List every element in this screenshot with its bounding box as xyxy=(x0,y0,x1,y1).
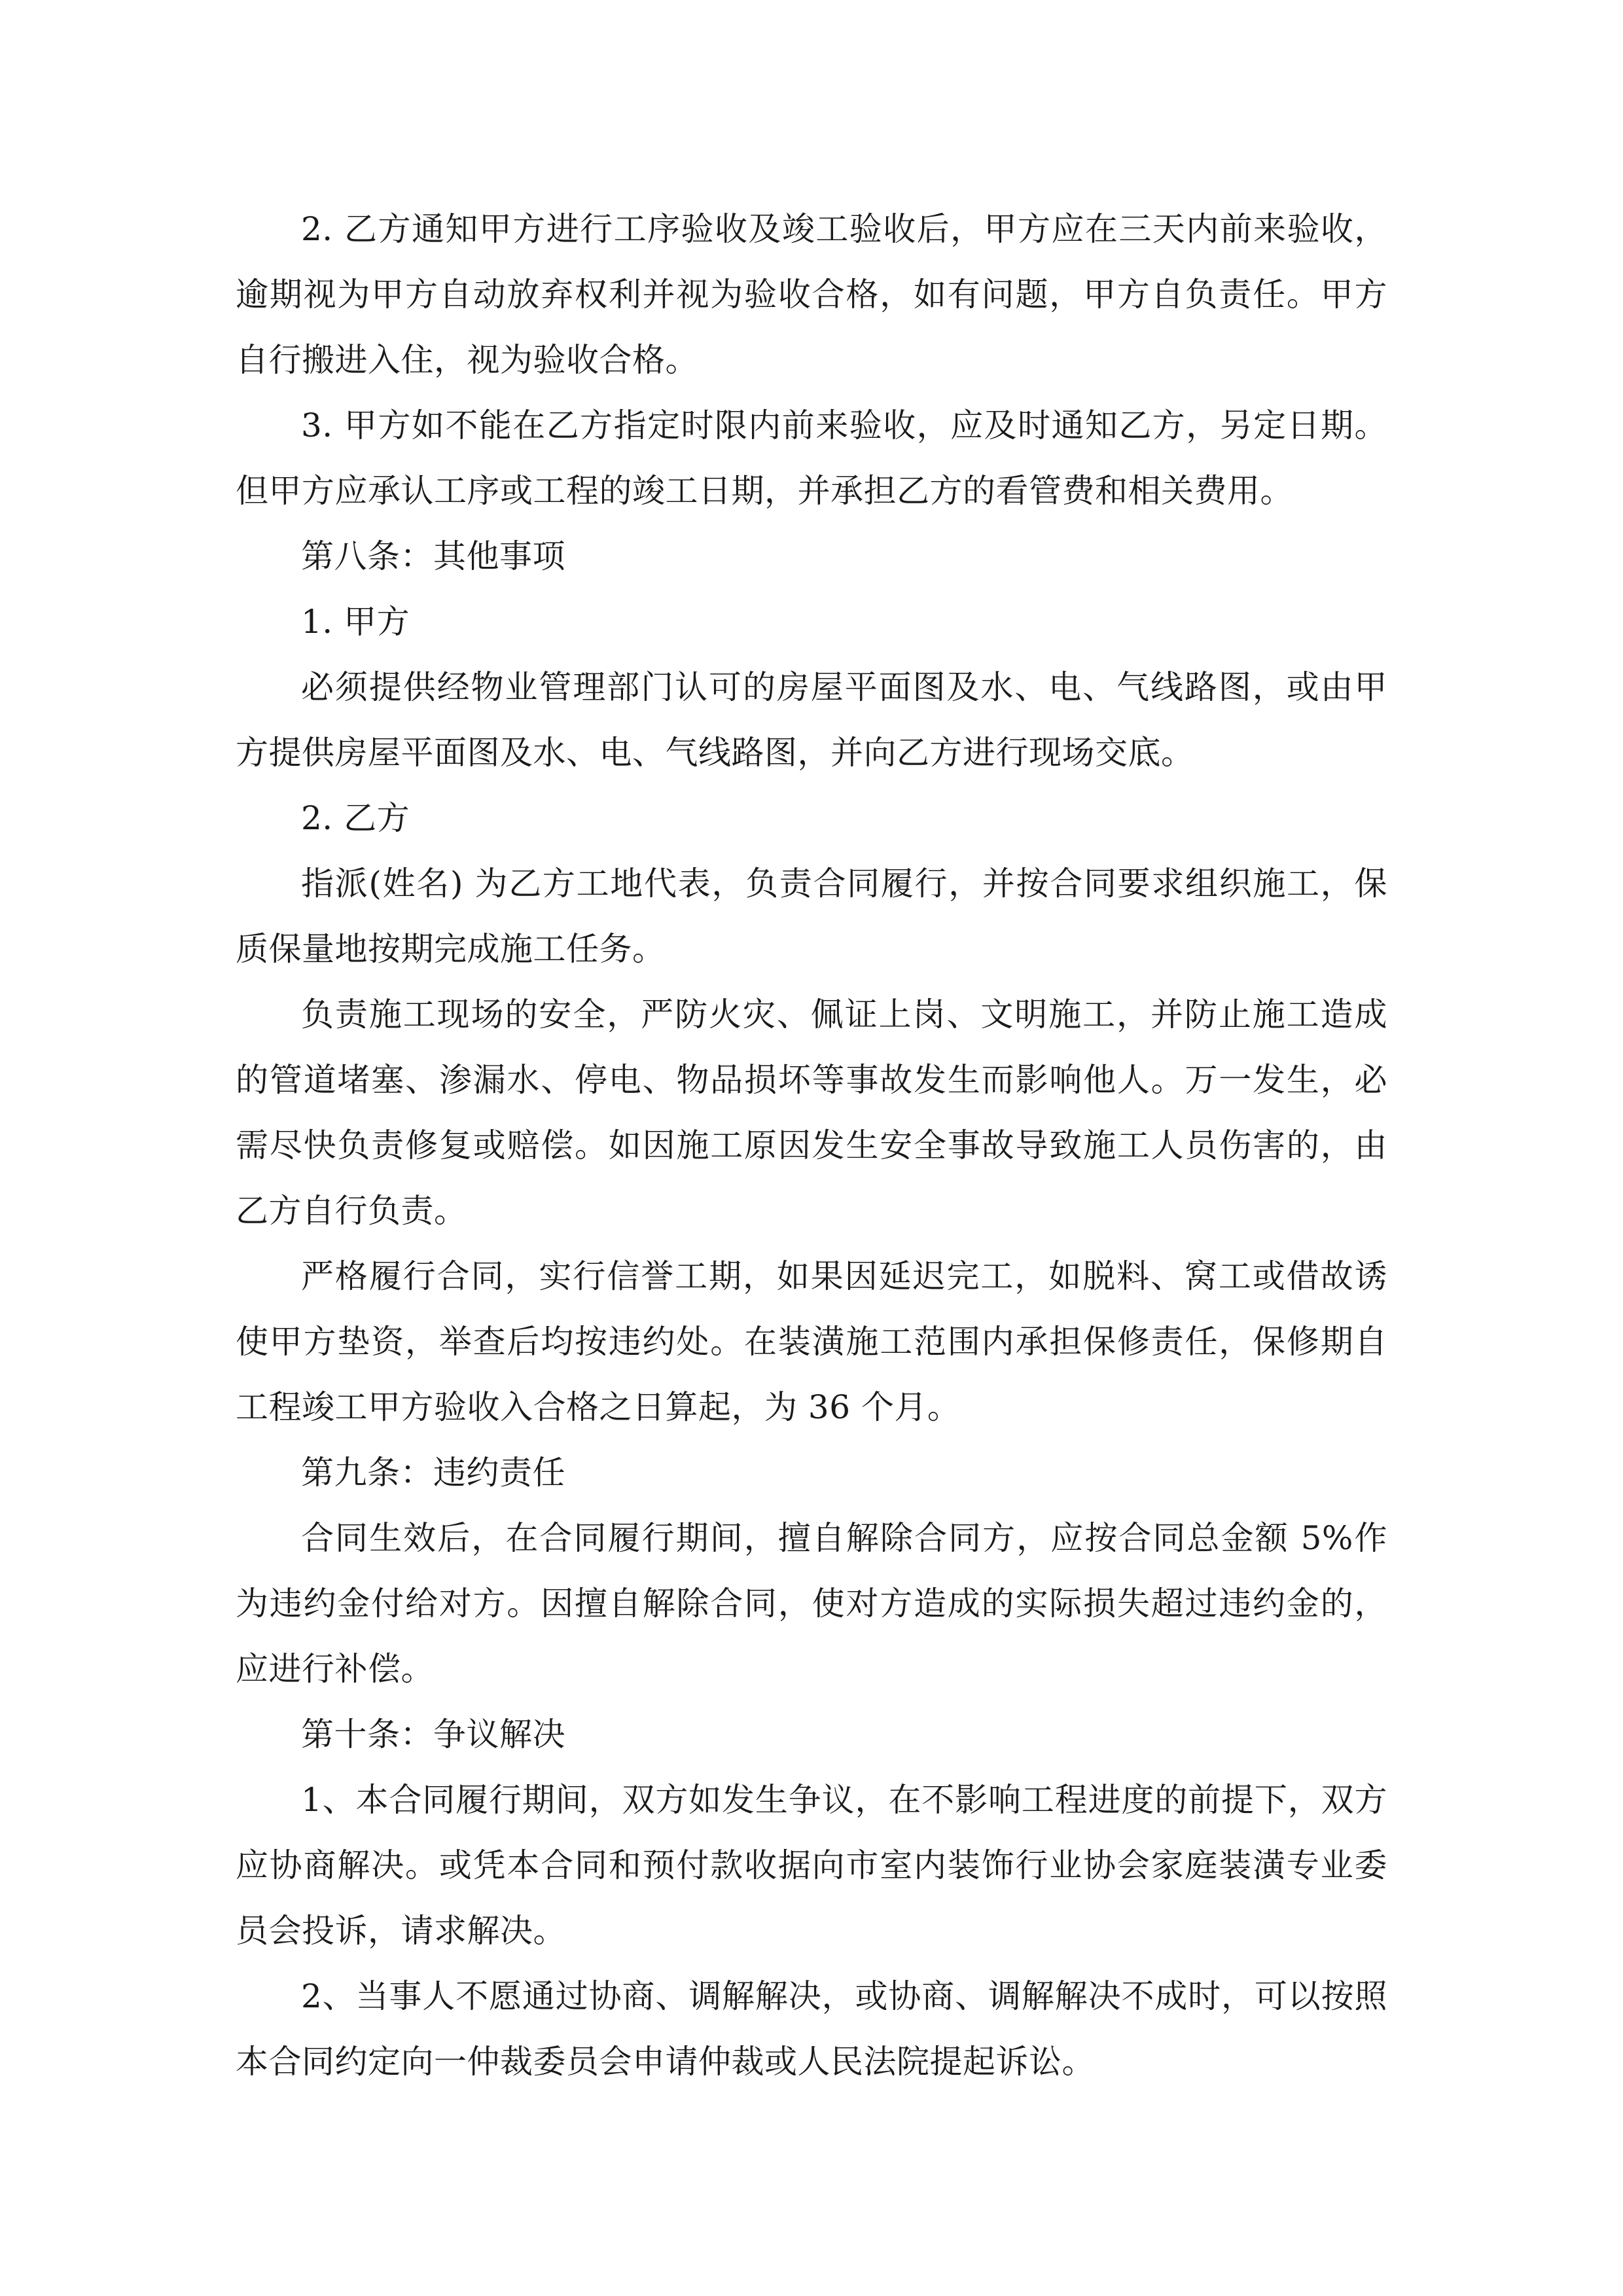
paragraph-dispute-1: 1、本合同履行期间，双方如发生争议，在不影响工程进度的前提下，双方应协商解决。或凭本合同和预付款收据向市室内装饰行业协会家庭装潢专业委员会投诉，请求解决。 xyxy=(236,1781,1387,1950)
paragraph-breach: 合同生效后，在合同履行期间，擅自解除合同方，应按合同总金额 5%作为违约金付给对方。因擅自解除合同，使对方造成的实际损失超过违约金的，应进行补偿。 xyxy=(236,1519,1387,1688)
subheading-party-a: 1. 甲方 xyxy=(301,603,410,641)
paragraph-party-b-representative: 指派(姓名) 为乙方工地代表，负责合同履行，并按合同要求组织施工，保质保量地按期完成施工任务。 xyxy=(236,865,1387,968)
paragraph-party-b-warranty: 严格履行合同，实行信誉工期，如果因延迟完工，如脱料、窝工或借故诱使甲方垫资，举查后均按违约处。在装潢施工范围内承担保修责任，保修期自工程竣工甲方验收入合格之日算起，为 36 个月。 xyxy=(236,1257,1387,1426)
subheading-party-b: 2. 乙方 xyxy=(301,799,410,837)
heading-article-9: 第九条：违约责任 xyxy=(301,1454,565,1492)
paragraph-party-b-safety: 负责施工现场的安全，严防火灾、佩证上岗、文明施工，并防止施工造成的管道堵塞、渗漏水、停电、物品损坏等事故发生而影响他人。万一发生，必需尽快负责修复或赔偿。如因施工原因发生安全事故导致施工人员伤害的，由乙方自行负责。 xyxy=(236,996,1387,1230)
paragraph-party-a-duty: 必须提供经物业管理部门认可的房屋平面图及水、电、气线路图，或由甲方提供房屋平面图及水、电、气线路图，并向乙方进行现场交底。 xyxy=(236,668,1387,772)
paragraph-acceptance-2: 2. 乙方通知甲方进行工序验收及竣工验收后，甲方应在三天内前来验收，逾期视为甲方自动放弃权利并视为验收合格，如有问题，甲方自负责任。甲方自行搬进入住，视为验收合格。 xyxy=(236,210,1387,379)
heading-article-10: 第十条：争议解决 xyxy=(301,1715,565,1753)
heading-article-8: 第八条：其他事项 xyxy=(301,537,565,575)
paragraph-acceptance-3: 3. 甲方如不能在乙方指定时限内前来验收，应及时通知乙方，另定日期。但甲方应承认工序或工程的竣工日期，并承担乙方的看管费和相关费用。 xyxy=(236,406,1387,510)
document-body xyxy=(236,196,1387,2094)
paragraph-dispute-2: 2、当事人不愿通过协商、调解解决，或协商、调解解决不成时，可以按照本合同约定向一仲裁委员会申请仲裁或人民法院提起诉讼。 xyxy=(236,1977,1387,2081)
